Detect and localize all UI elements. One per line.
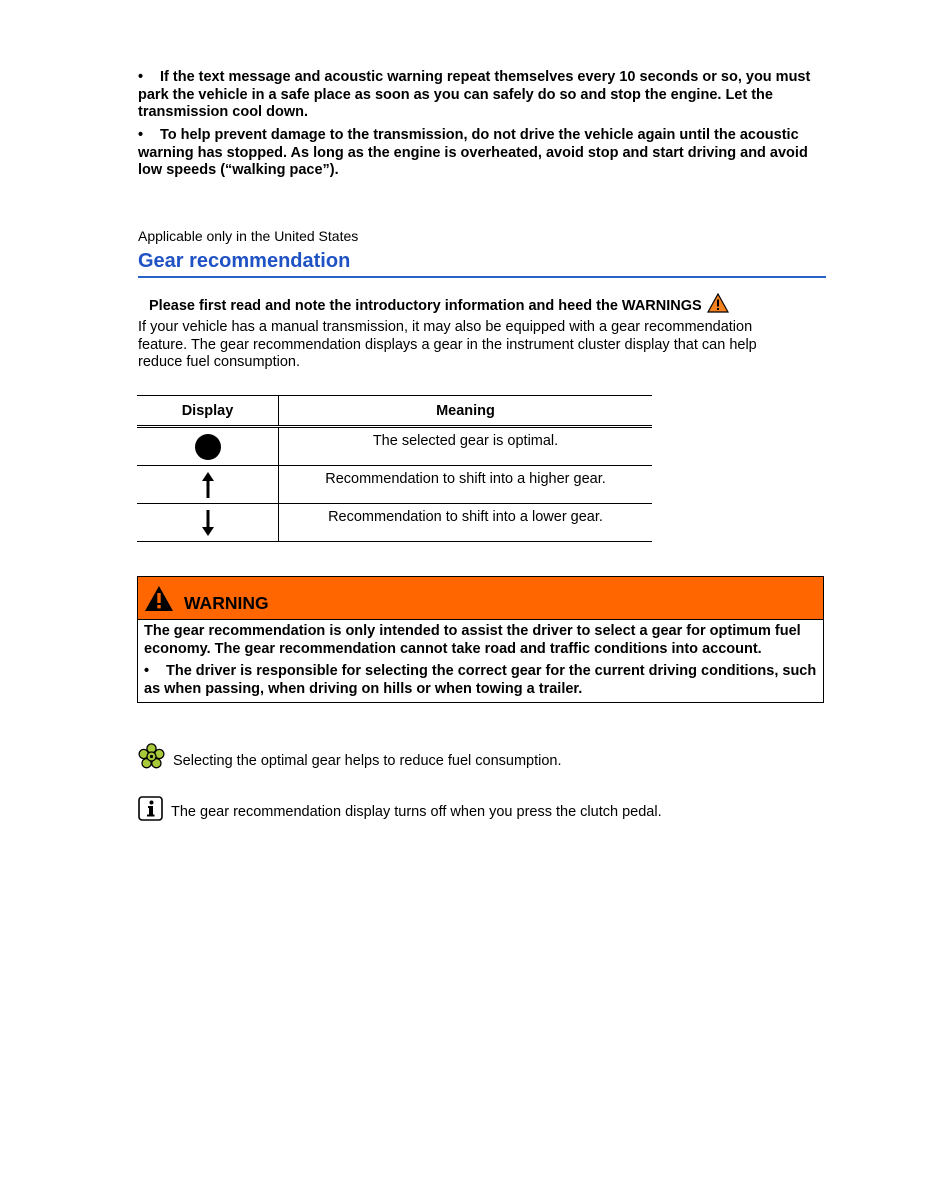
meaning-cell: [279, 427, 653, 466]
warning-triangle-icon: [707, 293, 729, 313]
bullet-text: To help prevent damage to the transmission, do not drive the vehicle again until the acoustic warning has stopped. As long as the engine is overheated, avoid stop and start driving and avoid low speeds (“walking pace”).: [138, 127, 808, 178]
warning-body: [138, 620, 823, 702]
warning-triangle-icon: [144, 585, 174, 612]
warning-text: The gear recommendation is only intended to assist the driver to select a gear for optimum fuel economy. The gear recommendation cannot take road and traffic conditions into account.: [144, 623, 801, 657]
arrow-up-icon: [201, 471, 215, 499]
meaning-cell: [279, 466, 653, 504]
bullet-item: [138, 69, 828, 122]
table-header-row: [137, 396, 652, 427]
bullet-dot: •: [144, 663, 150, 679]
warning-bullet: [144, 663, 817, 698]
display-cell: [137, 466, 279, 504]
bullet-text: If the text message and acoustic warning repeat themselves every 10 seconds or so, you must park the vehicle in a safe place as soon as you can safely do so and stop the engine. Let the transmission cool down.: [138, 69, 811, 120]
applicability-note: Applicable only in the United States: [138, 228, 359, 244]
table-row: [137, 504, 652, 542]
bullet-dot: •: [138, 69, 144, 85]
warning-box: [137, 576, 824, 703]
filled-circle-icon: [194, 433, 222, 461]
section-heading: Gear recommendation: [138, 249, 826, 278]
column-header-display: Display: [137, 396, 279, 427]
arrow-down-icon: [201, 509, 215, 537]
display-cell: [137, 427, 279, 466]
warning-bullet-text: The driver is responsible for selecting the correct gear for the current driving conditions, such as when passing, when driving on hills or when towing a trailer.: [144, 663, 817, 697]
meaning-text: Recommendation to shift into a lower gear.: [328, 509, 603, 525]
bullet-dot: •: [138, 127, 144, 143]
info-note: [138, 796, 662, 821]
warning-header: [138, 577, 823, 620]
table-row: [137, 427, 652, 466]
bullet-item: [138, 127, 828, 180]
meaning-text: The selected gear is optimal.: [372, 433, 559, 449]
description-paragraph: If your vehicle has a manual transmission, it may also be equipped with a gear recommendation feature. The gear recommendation displays a gear in the instrument cluster display that can help reduce fuel consumption.: [138, 319, 757, 370]
intro-text: Please first read and note the introductory information and heed the WARNINGS: [149, 298, 702, 314]
eco-note: [138, 743, 562, 770]
flower-icon: [138, 743, 165, 770]
eco-note-text: Selecting the optimal gear helps to reduce fuel consumption.: [173, 753, 562, 769]
info-icon: [138, 796, 163, 821]
table-row: [137, 466, 652, 504]
meaning-text: Recommendation to shift into a higher gear.: [325, 471, 606, 487]
column-header-meaning: Meaning: [279, 396, 653, 427]
intro-line: [149, 293, 729, 315]
meaning-cell: [279, 504, 653, 542]
gear-display-table: [137, 395, 652, 542]
display-cell: [137, 504, 279, 542]
info-note-text: The gear recommendation display turns off when you press the clutch pedal.: [171, 804, 662, 820]
warning-title: WARNING: [184, 592, 269, 613]
